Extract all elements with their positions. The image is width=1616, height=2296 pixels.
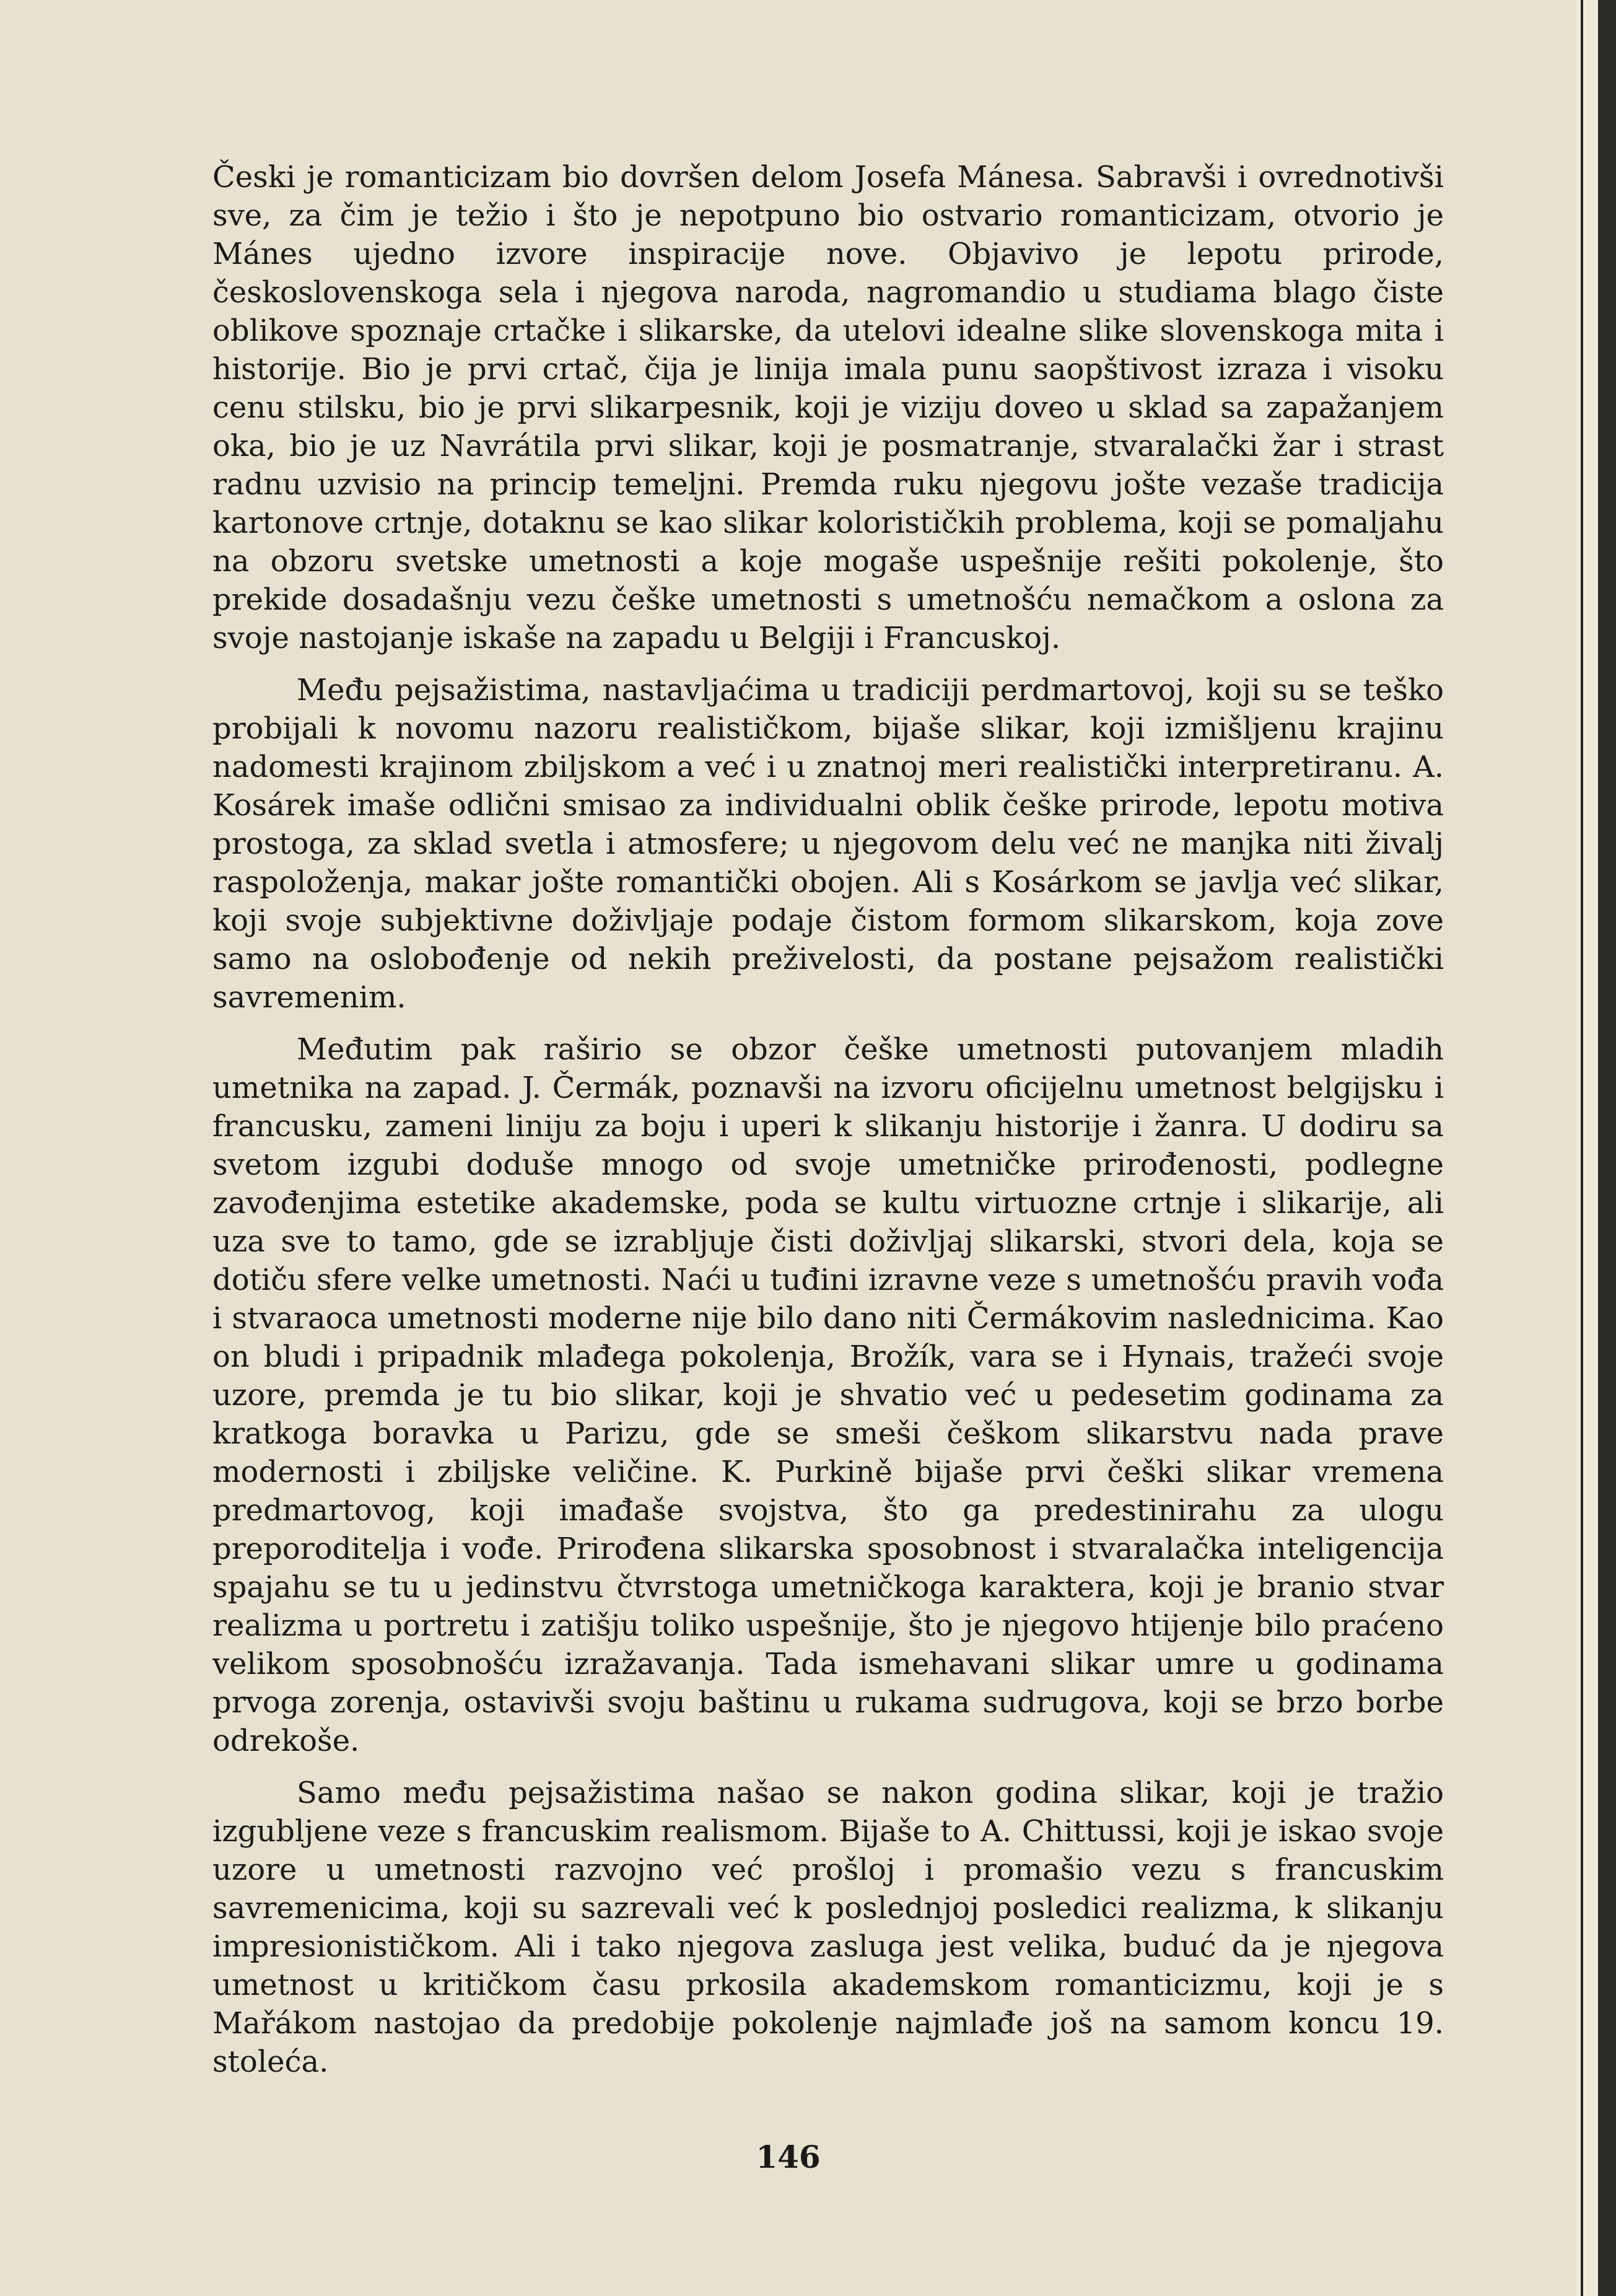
paragraph-3: Međutim pak raširio se obzor češke umetnosti putovanjem mladih umetnika na zapad. J. Čermák, poznavši na izvoru oficijelnu umetnost belgijsku i francusku, zameni liniju za boju i uperi k slikanju historije i žanra. U dodiru sa svetom izgubi doduše mnogo od svoje umetničke prirođenosti, podlegne zavođenjima estetike akademske, poda se kultu virtuozne crtnje i slikarije, ali uza sve to tamo, gde se izrabljuje čisti doživljaj slikarski, stvori dela, koja se dotiču sfere velke umetnosti. Naći u tuđini izravne veze s umetnošću pravih vođa i stvaraoca umetnosti moderne nije bilo dano niti Čermákovim naslednicima. Kao on bludi i pripadnik mlađega pokolenja, Brožík, vara se i Hynais, tražeći svoje uzore, premda je tu bio slikar, koji je shvatio već u pedesetim godinama za kratkoga boravka u Parizu, gde se smeši češkom slikarstvu nada prave modernosti i zbiljske veličine. K. Purkině bijaše prvi češki slikar vremena predmartovog, koji imađaše svojstva, što ga predestinirahu za ulogu preporoditelja i vođe. Prirođena slikarska sposobnost i stvaralačka inteligencija spajahu se tu u jedinstvu čtvrstoga umetničkoga karaktera, koji je branio stvar realizma u portretu i zatišju toliko uspešnije, što je njegovo htijenje bilo praćeno velikom sposobnošću izražavanja. Tada ismehavani slikar umre u godinama prvoga zorenja, ostavivši svoju baštinu u rukama sudrugova, koji se brzo borbe odrekoše. [212,1032,1444,1758]
scan-border [1598,0,1616,2296]
page-number: 146 [756,2139,821,2175]
body-text [212,158,1444,2095]
paragraph-1: Česki je romanticizam bio dovršen delom Josefa Mánesa. Sabravši i ovrednotivši sve, za čim je težio i što je nepotpuno bio ostvario romanticizam, otvorio je Mánes ujedno izvore inspiracije nove. Objavivo je lepotu prirode, československoga sela i njegova naroda, nagromandio u studiama blago čiste oblikove spoznaje crtačke i slikarske, da utelovi idealne slike slovenskoga mita i historije. Bio je prvi crtač, čija je linija imala punu saopštivost izraza i visoku cenu stilsku, bio je prvi slikarpesnik, koji je viziju doveo u sklad sa zapažanjem oka, bio je uz Navrátila prvi slikar, koji je posmatranje, stvaralački žar i strast radnu uzvisio na princip temeljni. Premda ruku njegovu jošte vezaše tradicija kartonove crtnje, dotaknu se kao slikar kolorističkih problema, koji se pomaljahu na obzoru svetske umetnosti a koje mogaše uspešnije rešiti pokolenje, što prekide dosadašnju vezu češke umetnosti s umetnošću nemačkom a oslona za svoje nastojanje iskaše na zapadu u Belgiji i Francuskoj. [212,160,1444,655]
paragraph-4: Samo među pejsažistima našao se nakon godina slikar, koji je tražio izgubljene veze s francuskim realismom. Bijaše to A. Chittussi, koji je iskao svoje uzore u umetnosti razvojno već prošloj i promašio vezu s francuskim savremenicima, koji su sazrevali već k poslednjoj posledici realizma, k slikanju impresionističkom. Ali i tako njegova zasluga jest velika, buduć da je njegova umetnost u kritičkom času prkosila akademskom romanticizmu, koji je s Mařákom nastojao da predobije pokolenje najmlađe još na samom koncu 19. stoleća. [212,1776,1444,2079]
page-edge-line [1581,0,1583,2296]
paragraph-2: Među pejsažistima, nastavljaćima u tradiciji perdmartovoj, koji su se teško probijali k novomu nazoru realističkom, bijaše slikar, koji izmišljenu krajinu nadomesti krajinom zbiljskom a već i u znatnoj meri realistički interpretiranu. A. Kosárek imaše odlični smisao za individualni oblik češke prirode, lepotu motiva prostoga, za sklad svetla i atmosfere; u njegovom delu već ne manjka niti živalj raspoloženja, makar jošte romantički obojen. Ali s Kosárkom se javlja već slikar, koji svoje subjektivne doživljaje podaje čistom formom slikarskom, koja zove samo na oslobođenje od nekih preživelosti, da postane pejsažom realistički savremenim. [212,673,1444,1015]
